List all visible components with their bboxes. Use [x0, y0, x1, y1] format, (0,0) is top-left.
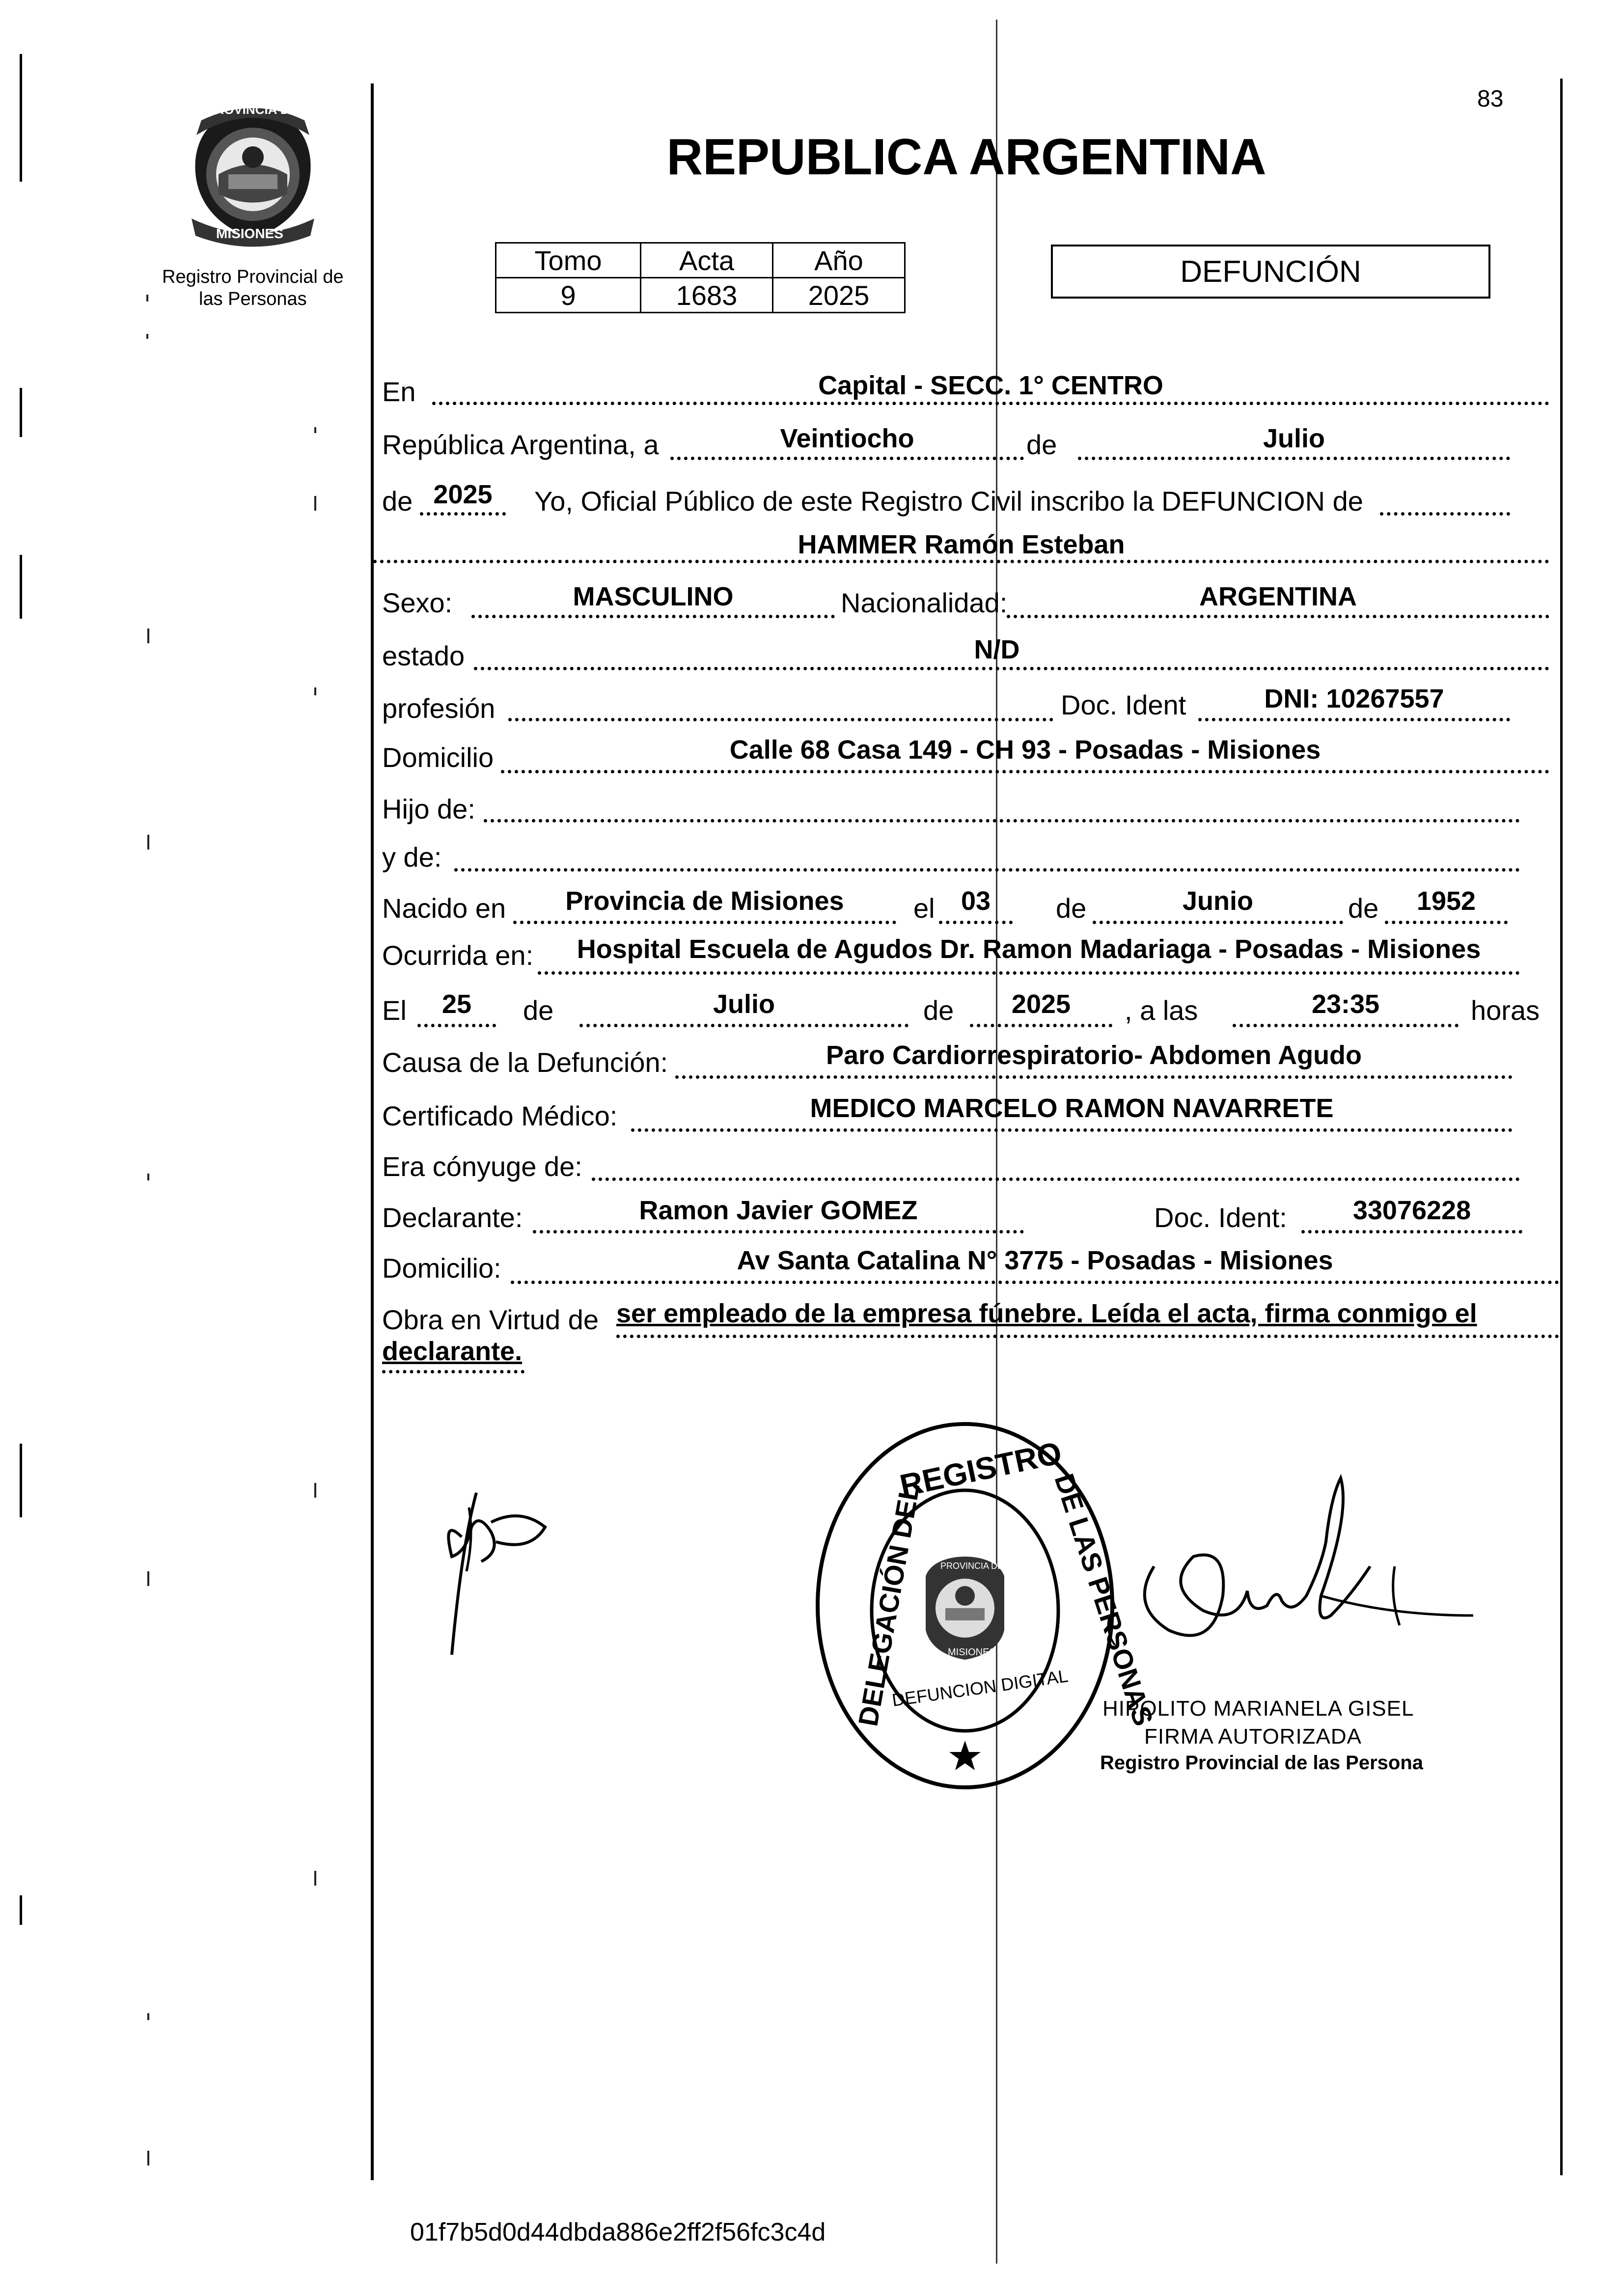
- label-hijo-de: Hijo de:: [382, 794, 475, 824]
- label-republica: República Argentina, a: [382, 429, 659, 460]
- label-a-las: , a las: [1125, 995, 1198, 1026]
- stamp-star-icon: [949, 1741, 981, 1770]
- label-doc-declarante: Doc. Ident:: [1154, 1202, 1287, 1233]
- value-dia-defuncion: 25: [441, 989, 472, 1019]
- value-certificado-medico: MEDICO MARCELO RAMON NAVARRETE: [810, 1094, 1334, 1123]
- label-domicilio-declarante: Domicilio:: [382, 1253, 501, 1284]
- value-obra-linea-2: declarante.: [382, 1337, 523, 1366]
- registry-name-line2: las Personas: [199, 289, 307, 309]
- reference-header-tomo: Tomo: [496, 243, 641, 278]
- document-type: DEFUNCIÓN: [1180, 254, 1361, 289]
- label-horas: horas: [1471, 995, 1540, 1026]
- label-obra-en-virtud: Obra en Virtud de: [382, 1304, 599, 1335]
- scan-speck: [146, 295, 148, 301]
- dots-estado: [474, 667, 1549, 670]
- signatory-office: Registro Provincial de las Persona: [1100, 1752, 1424, 1774]
- label-sexo: Sexo:: [382, 587, 453, 618]
- value-lugar-defuncion: Hospital Escuela de Agudos Dr. Ramon Madariaga - Posadas - Misiones: [577, 934, 1481, 964]
- official-signature: [1095, 1468, 1488, 1679]
- value-dia-nacimiento: 03: [961, 886, 991, 916]
- stamp-text-delegacion: DELEGACIÓN DEL: [852, 1480, 926, 1729]
- dots-anio-nacimiento: [1385, 921, 1508, 924]
- scan-speck: [314, 687, 316, 695]
- signatory-name: HIPOLITO MARIANELA GISEL: [1102, 1697, 1414, 1721]
- dots-conyuge: [592, 1177, 1520, 1181]
- text-oficial-publico: Yo, Oficial Público de este Registro Civil inscribo la DEFUNCION de: [534, 486, 1363, 517]
- label-el-fecha: El: [382, 995, 407, 1026]
- reference-header-acta: Acta: [641, 243, 773, 278]
- reference-value-acta: 1683: [641, 278, 773, 313]
- scan-edge-mark-3: [20, 555, 22, 619]
- scan-speck: [314, 1871, 316, 1886]
- label-y-de: y de:: [382, 842, 442, 873]
- value-obra-linea-1: ser empleado de la empresa fúnebre. Leída el acta, firma conmigo el: [616, 1299, 1477, 1328]
- label-de-nac-2: de: [1348, 893, 1379, 924]
- label-nacionalidad: Nacionalidad:: [841, 587, 1008, 618]
- reference-value-tomo: 9: [496, 278, 641, 313]
- label-estado: estado: [382, 640, 465, 671]
- scan-speck: [147, 2151, 149, 2165]
- value-doc-declarante: 33076228: [1352, 1196, 1471, 1225]
- scan-speck: [146, 334, 148, 339]
- dots-after-defuncion: [1380, 512, 1510, 516]
- dots-lugar-nacimiento: [513, 921, 896, 924]
- scan-speck: [314, 496, 316, 511]
- label-de-nac-1: de: [1056, 893, 1087, 924]
- scan-speck: [147, 2013, 149, 2020]
- center-fold-line: [996, 20, 997, 2264]
- scan-speck: [147, 629, 149, 643]
- dots-dia: [670, 457, 1024, 460]
- logo-text-bottom: MISIONES: [216, 226, 283, 241]
- stamp-text-defuncion-digital: DEFUNCION DIGITAL: [890, 1666, 1070, 1710]
- dots-doc-ident: [1198, 718, 1510, 721]
- scan-edge-mark-5: [20, 1895, 22, 1925]
- label-de-def-2: de: [923, 995, 954, 1026]
- stamp-text-registro: REGISTRO: [897, 1435, 1065, 1504]
- value-mes-nacimiento: Junio: [1183, 886, 1253, 916]
- scan-speck: [314, 427, 316, 433]
- value-anio-inscripcion: 2025: [433, 480, 493, 509]
- dots-nombre: [373, 560, 1549, 563]
- scan-speck: [147, 1174, 149, 1180]
- dots-en: [432, 402, 1549, 405]
- logo-text-top: PROVINCIA DE: [206, 102, 298, 117]
- dots-anio-defuncion: [970, 1024, 1112, 1027]
- label-doc-ident: Doc. Ident: [1061, 689, 1186, 720]
- value-nombre-fallecido: HAMMER Ramón Esteban: [798, 530, 1125, 559]
- document-hash: 01f7b5d0d44dbda886e2ff2f56fc3c4d: [410, 2218, 826, 2246]
- scan-speck: [147, 835, 149, 849]
- registry-name-line1: Registro Provincial de: [162, 267, 344, 287]
- label-conyuge: Era cónyuge de:: [382, 1151, 582, 1182]
- dots-domicilio: [501, 770, 1549, 773]
- value-causa-defuncion: Paro Cardiorrespiratorio- Abdomen Agudo: [826, 1040, 1362, 1070]
- label-nacido-en: Nacido en: [382, 893, 506, 924]
- label-profesion: profesión: [382, 693, 495, 724]
- stamp-logo-bottom: MISIONES: [948, 1647, 996, 1658]
- label-causa: Causa de la Defunción:: [382, 1047, 668, 1078]
- value-sexo: MASCULINO: [573, 582, 734, 611]
- value-anio-defuncion: 2025: [1011, 989, 1071, 1019]
- label-de-def-1: de: [523, 995, 554, 1026]
- label-en: En: [382, 376, 416, 407]
- dots-mes-nacimiento: [1093, 921, 1343, 924]
- value-declarante: Ramon Javier GOMEZ: [639, 1196, 918, 1225]
- label-ocurrida-en: Ocurrida en:: [382, 940, 534, 971]
- value-mes-defuncion: Julio: [713, 989, 775, 1019]
- label-de-2: de: [382, 486, 413, 517]
- document-type-box: [1051, 245, 1490, 299]
- reference-header-anio: Año: [773, 243, 905, 278]
- dots-anio: [420, 512, 506, 516]
- value-lugar-inscripcion: Capital - SECC. 1° CENTRO: [818, 371, 1163, 400]
- dots-dia-defuncion: [417, 1024, 496, 1027]
- label-certificado: Certificado Médico:: [382, 1100, 618, 1131]
- scan-speck: [147, 1571, 149, 1586]
- dots-profesion: [508, 718, 1053, 721]
- dots-mes-defuncion: [579, 1024, 908, 1027]
- page-number: 83: [1477, 86, 1504, 112]
- value-estado-civil: N/D: [974, 635, 1020, 664]
- dots-sexo: [471, 615, 835, 618]
- value-mes-inscripcion: Julio: [1263, 424, 1325, 453]
- reference-value-anio: 2025: [773, 278, 905, 313]
- dots-dia-nacimiento: [939, 921, 1013, 924]
- label-domicilio: Domicilio: [382, 742, 494, 773]
- dots-declarante: [533, 1230, 1024, 1233]
- reference-table-header-row: [496, 243, 905, 278]
- dots-y-de: [454, 868, 1520, 872]
- dots-mes: [1078, 457, 1510, 460]
- stamp-logo-top: PROVINCIA DE: [940, 1561, 1004, 1571]
- reference-table: [495, 242, 906, 313]
- label-el: el: [913, 893, 935, 924]
- dots-ocurrida-en: [538, 971, 1520, 975]
- left-margin-line: [371, 83, 374, 2180]
- dots-domicilio-declarante: [511, 1281, 1559, 1284]
- dots-doc-declarante: [1301, 1230, 1522, 1233]
- scan-edge-mark-1: [20, 54, 22, 182]
- scan-edge-mark-4: [20, 1444, 22, 1517]
- value-domicilio: Calle 68 Casa 149 - CH 93 - Posadas - Misiones: [729, 735, 1321, 765]
- label-declarante: Declarante:: [382, 1202, 523, 1233]
- stamp-text-de-las-personas: DE LAS PERSONAS: [1048, 1470, 1159, 1730]
- scan-speck: [314, 1483, 316, 1498]
- value-nacionalidad: ARGENTINA: [1199, 582, 1357, 611]
- reference-table-value-row: [496, 278, 905, 313]
- declarant-signature: [432, 1478, 560, 1660]
- value-dia-inscripcion: Veintiocho: [780, 424, 914, 453]
- value-lugar-nacimiento: Provincia de Misiones: [565, 886, 844, 916]
- scan-edge-mark-2: [20, 388, 22, 437]
- value-anio-nacimiento: 1952: [1416, 886, 1476, 916]
- dots-obra-2: [382, 1370, 524, 1373]
- value-hora-defuncion: 23:35: [1311, 989, 1380, 1019]
- value-domicilio-declarante: Av Santa Catalina N° 3775 - Posadas - Misiones: [737, 1246, 1333, 1275]
- value-doc-ident: DNI: 10267557: [1264, 684, 1444, 713]
- dots-certificado: [631, 1128, 1513, 1132]
- label-de-1: de: [1026, 429, 1057, 460]
- dots-hijo-de: [484, 819, 1520, 822]
- right-margin-line: [1560, 79, 1563, 2175]
- dots-nacionalidad: [1007, 615, 1549, 618]
- page-title: REPUBLICA ARGENTINA: [666, 129, 1266, 186]
- dots-causa: [675, 1075, 1513, 1079]
- signatory-role: FIRMA AUTORIZADA: [1144, 1725, 1362, 1749]
- dots-hora-defuncion: [1233, 1024, 1459, 1027]
- dots-obra-1: [616, 1335, 1559, 1338]
